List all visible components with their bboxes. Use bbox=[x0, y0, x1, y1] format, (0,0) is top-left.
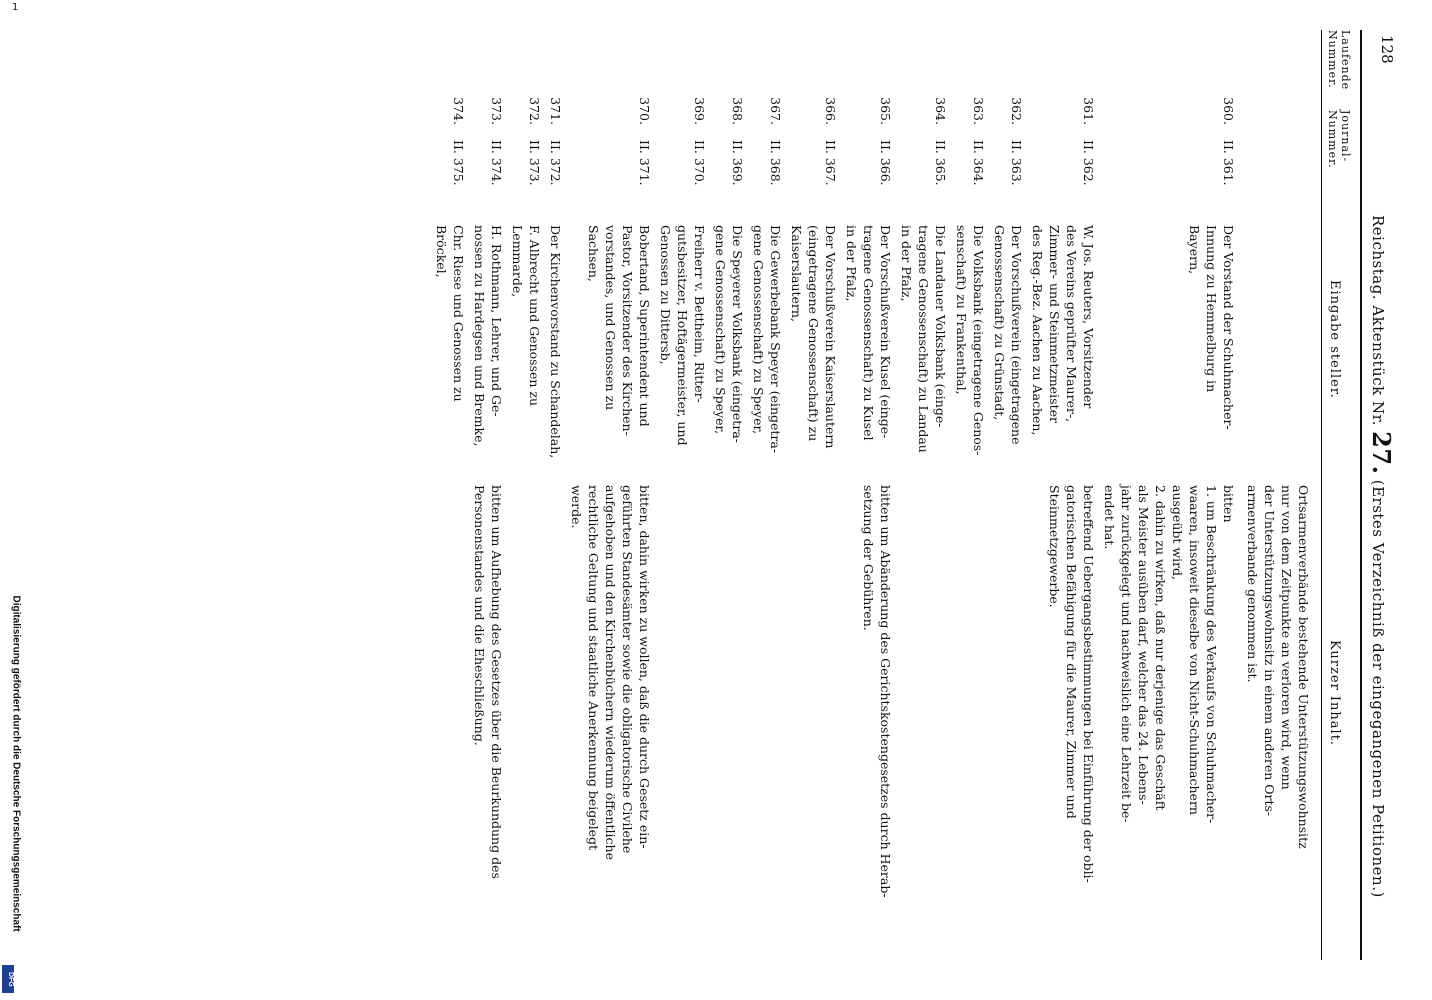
summary bbox=[568, 485, 653, 955]
petitioner bbox=[953, 225, 987, 475]
summary-line: aufgehoben und den Kirchenbüchern wiederum öffentliche bbox=[603, 485, 618, 861]
col-inhalt: Kurzer Inhalt. bbox=[1327, 640, 1342, 747]
running-title-post: (Erstes Verzeichniß der eingegangenen Petitionen.) bbox=[1369, 479, 1387, 898]
summary bbox=[860, 485, 894, 955]
petitioner-line: Die Gewerbebank Speyer (eingetra- bbox=[768, 225, 783, 454]
row-number: 364. bbox=[933, 97, 948, 125]
petitioner-line: des Reg.-Bez. Aachen zu Aachen, bbox=[1030, 225, 1045, 436]
petitioner-line: Genossenschaft) zu Grünstadt, bbox=[992, 225, 1007, 421]
journal-number: II. 362. bbox=[1081, 140, 1096, 186]
summary-line: bitten, dahin wirken zu wollen, daß die durch Gesetz ein- bbox=[637, 485, 652, 849]
petitioner bbox=[1186, 225, 1237, 475]
rotated-page bbox=[182, 0, 1412, 1000]
petitioner bbox=[712, 225, 746, 475]
petitioner bbox=[509, 225, 543, 475]
petitioner-line: F. Albrecht und Genossen zu bbox=[527, 225, 542, 407]
petitioner-line: W. Jos. Reuters, Vorsitzender bbox=[1081, 225, 1096, 409]
journal-number: II. 371. bbox=[637, 140, 652, 186]
row-number: 369. bbox=[692, 97, 707, 125]
petitioner-line: gene Genossenschaft) zu Speyer, bbox=[751, 225, 766, 435]
page-number: 128 bbox=[1378, 35, 1396, 64]
journal-number: II. 374. bbox=[489, 140, 504, 186]
petitioner-line: Der Vorstand der Schuhmacher- bbox=[1221, 225, 1236, 430]
petitioner-line: Die Landauer Volksbank (einge- bbox=[933, 225, 948, 428]
journal-number: II. 363. bbox=[1009, 140, 1024, 186]
running-title-pre: Reichstag. Aktenstück Nr. bbox=[1369, 215, 1387, 426]
intro-text bbox=[1244, 485, 1312, 965]
petitioner-line: Bobertand, Superintendent und bbox=[637, 225, 652, 427]
petitioner-line: Der Vorschußverein Kaiserslautern bbox=[823, 225, 838, 449]
digitization-note-text: Digitalisierung gefördert durch die Deutsche Forschungsgemeinschaft bbox=[10, 595, 22, 932]
summary-line: Personenstandes und die Eheschließung. bbox=[472, 485, 487, 746]
summary bbox=[471, 485, 505, 955]
petitioner bbox=[750, 225, 784, 475]
petitioner-line: nossen zu Hardegsen und Bremke, bbox=[472, 225, 487, 447]
document-number: 27. bbox=[1367, 431, 1396, 475]
summary-line: betreffend Uebergangsbestimmungen bei Einführung der obli- bbox=[1081, 485, 1096, 883]
row-number: 363. bbox=[971, 97, 986, 125]
summary-line: geführten Standesämter sowie die obligatorische Civilehe bbox=[620, 485, 635, 854]
row-number: 372. bbox=[527, 97, 542, 125]
petitioner bbox=[1029, 225, 1097, 475]
petitioner-line: Kaiserslautern, bbox=[789, 225, 804, 322]
row-number: 370. bbox=[637, 97, 652, 125]
petitioner bbox=[898, 225, 949, 475]
intro-line: der Unterstützungswohnsitz in einem anderen Orts- bbox=[1262, 485, 1277, 817]
journal-number: II. 369. bbox=[730, 140, 745, 186]
petitioner-line: tragene Genossenschaft) zu Kusel bbox=[861, 225, 876, 441]
digitization-note bbox=[6, 595, 22, 990]
summary bbox=[1046, 485, 1097, 955]
petitioner-line: Pastor, Vorsitzender des Kirchen- bbox=[620, 225, 635, 436]
petitioner-line: Chr. Riese und Genossen zu bbox=[451, 225, 466, 402]
petitioner-line: Die Volksbank (eingetragene Genos- bbox=[971, 225, 986, 456]
row-number: 371. bbox=[548, 97, 563, 125]
journal-number: II. 375. bbox=[451, 140, 466, 186]
summary-line: bitten um Abänderung des Gerichtskostengesetzes durch Herab- bbox=[878, 485, 893, 898]
row-number: 368. bbox=[730, 97, 745, 125]
summary-line: 1. um Beschränkung des Verkaufs von Schuhmacher- bbox=[1204, 485, 1219, 824]
petitioner-line: Innung zu Hemmelburg in bbox=[1204, 225, 1219, 393]
intro-line: armenverbande genommen ist. bbox=[1245, 485, 1260, 683]
column-rule bbox=[1321, 30, 1322, 960]
journal-number: II. 364. bbox=[971, 140, 986, 186]
summary-line: jahr zurückgelegt und nachweislich eine Lehrzeit be- bbox=[1119, 485, 1134, 823]
petitioner-line: in der Pfalz, bbox=[844, 225, 859, 302]
header-rule bbox=[1360, 30, 1362, 960]
summary-line: 2. dahin zu wirken, daß nur derjenige das Geschäft bbox=[1153, 485, 1168, 811]
row-number: 360. bbox=[1221, 97, 1236, 125]
row-number: 367. bbox=[768, 97, 783, 125]
petitioner-line: Der Vorschußverein (eingetragene bbox=[1009, 225, 1024, 445]
petitioner bbox=[471, 225, 505, 475]
col-laufende: Laufende Nummer. bbox=[1326, 30, 1352, 91]
journal-number: II. 368. bbox=[768, 140, 783, 186]
journal-number: II. 372. bbox=[548, 140, 563, 186]
petitioner bbox=[788, 225, 839, 475]
row-number: 366. bbox=[823, 97, 838, 125]
intro-line: nur von dem Zeitpunkte an verloren wird, wenn bbox=[1279, 485, 1294, 790]
petitioner-line: gene Genossenschaft) zu Speyer, bbox=[713, 225, 728, 435]
journal-number: II. 367. bbox=[823, 140, 838, 186]
petitioner bbox=[433, 225, 467, 475]
summary-line: ausgeübt wird, bbox=[1170, 485, 1185, 581]
journal-number: II. 365. bbox=[933, 140, 948, 186]
petitioner-line: vorstandes, und Genossen zu bbox=[603, 225, 618, 411]
journal-number: II. 373. bbox=[527, 140, 542, 186]
journal-number: II. 361. bbox=[1221, 140, 1236, 186]
petitioner-line: Zimmer- und Steinmetzmeister bbox=[1047, 225, 1062, 423]
petitioner-line: des Vereins geprüfter Maurer-, bbox=[1064, 225, 1079, 423]
col-journal: Journal-Nummer. bbox=[1326, 110, 1352, 169]
summary-line: Steinmetzgewerbe. bbox=[1047, 485, 1062, 608]
summary-line: als Meister ausüben darf, welcher das 24. Lebens- bbox=[1136, 485, 1151, 805]
petitioner-line: Die Speyerer Volksbank (eingetra- bbox=[730, 225, 745, 443]
summary-line: setzung der Gebühren. bbox=[861, 485, 876, 631]
col-eingabe: Eingabe steller. bbox=[1327, 280, 1342, 399]
dfg-logo: DFG bbox=[2, 965, 14, 993]
row-number: 365. bbox=[878, 97, 893, 125]
petitioner-line: Bayern, bbox=[1187, 225, 1202, 275]
journal-number: II. 370. bbox=[692, 140, 707, 186]
petitioner-line: Genossen zu Dittersb, bbox=[658, 225, 673, 365]
petitioner-line: (eingetragene Genossenschaft) zu bbox=[806, 225, 821, 442]
row-number: 362. bbox=[1009, 97, 1024, 125]
petitioner bbox=[657, 225, 708, 475]
petitioner-line: tragene Genossenschaft) zu Landau bbox=[916, 225, 931, 453]
row-number: 373. bbox=[489, 97, 504, 125]
petitioner-line: Der Vorschußverein Kusel (einge- bbox=[878, 225, 893, 439]
petitioner-line: H. Rothmann, Lehrer, und Ge- bbox=[489, 225, 504, 417]
petitioner-line: senschaft) zu Frankenthal, bbox=[954, 225, 969, 395]
petitioner-line: Freiherr v. Bettheim, Ritter- bbox=[692, 225, 707, 403]
summary-line: bitten bbox=[1221, 485, 1236, 523]
petitioner bbox=[991, 225, 1025, 475]
summary-line: waaren, insoweit dieselbe von Nicht-Schuhmachern bbox=[1187, 485, 1202, 815]
journal-number: II. 366. bbox=[878, 140, 893, 186]
summary-line: bitten um Aufhebung des Gesetzes über die Beurkundung des bbox=[489, 485, 504, 879]
intro-line: Ortsarmenverbände bestehende Unterstützungswohnsitz bbox=[1296, 485, 1311, 849]
summary-line: endet hat. bbox=[1102, 485, 1117, 550]
petitioner-line: Sachsen, bbox=[586, 225, 601, 282]
page-header bbox=[1364, 25, 1404, 985]
row-number: 374. bbox=[451, 97, 466, 125]
petitioner bbox=[843, 225, 894, 475]
running-title bbox=[1367, 215, 1396, 898]
summary-line: werde. bbox=[569, 485, 584, 529]
petitioner-line: Der Kirchenvorstand zu Schandelah, bbox=[548, 225, 563, 459]
petitioner-line: gutsbesitzer, Hoftägermeister, und bbox=[675, 225, 690, 446]
petitioner bbox=[547, 225, 564, 475]
summary bbox=[1101, 485, 1237, 955]
petitioner-line: Lemmarde, bbox=[510, 225, 525, 298]
petitioner-line: Bröckel, bbox=[434, 225, 449, 278]
petitioner-line: in der Pfalz, bbox=[899, 225, 914, 302]
row-number: 361. bbox=[1081, 97, 1096, 125]
summary-line: rechtliche Geltung und staatliche Anerkennung beigelegt bbox=[586, 485, 601, 851]
corner-mark: 1 bbox=[12, 2, 19, 13]
petitioner bbox=[585, 225, 653, 475]
summary-line: gatorischen Befähigung für die Maurer, Zimmer und bbox=[1064, 485, 1079, 819]
